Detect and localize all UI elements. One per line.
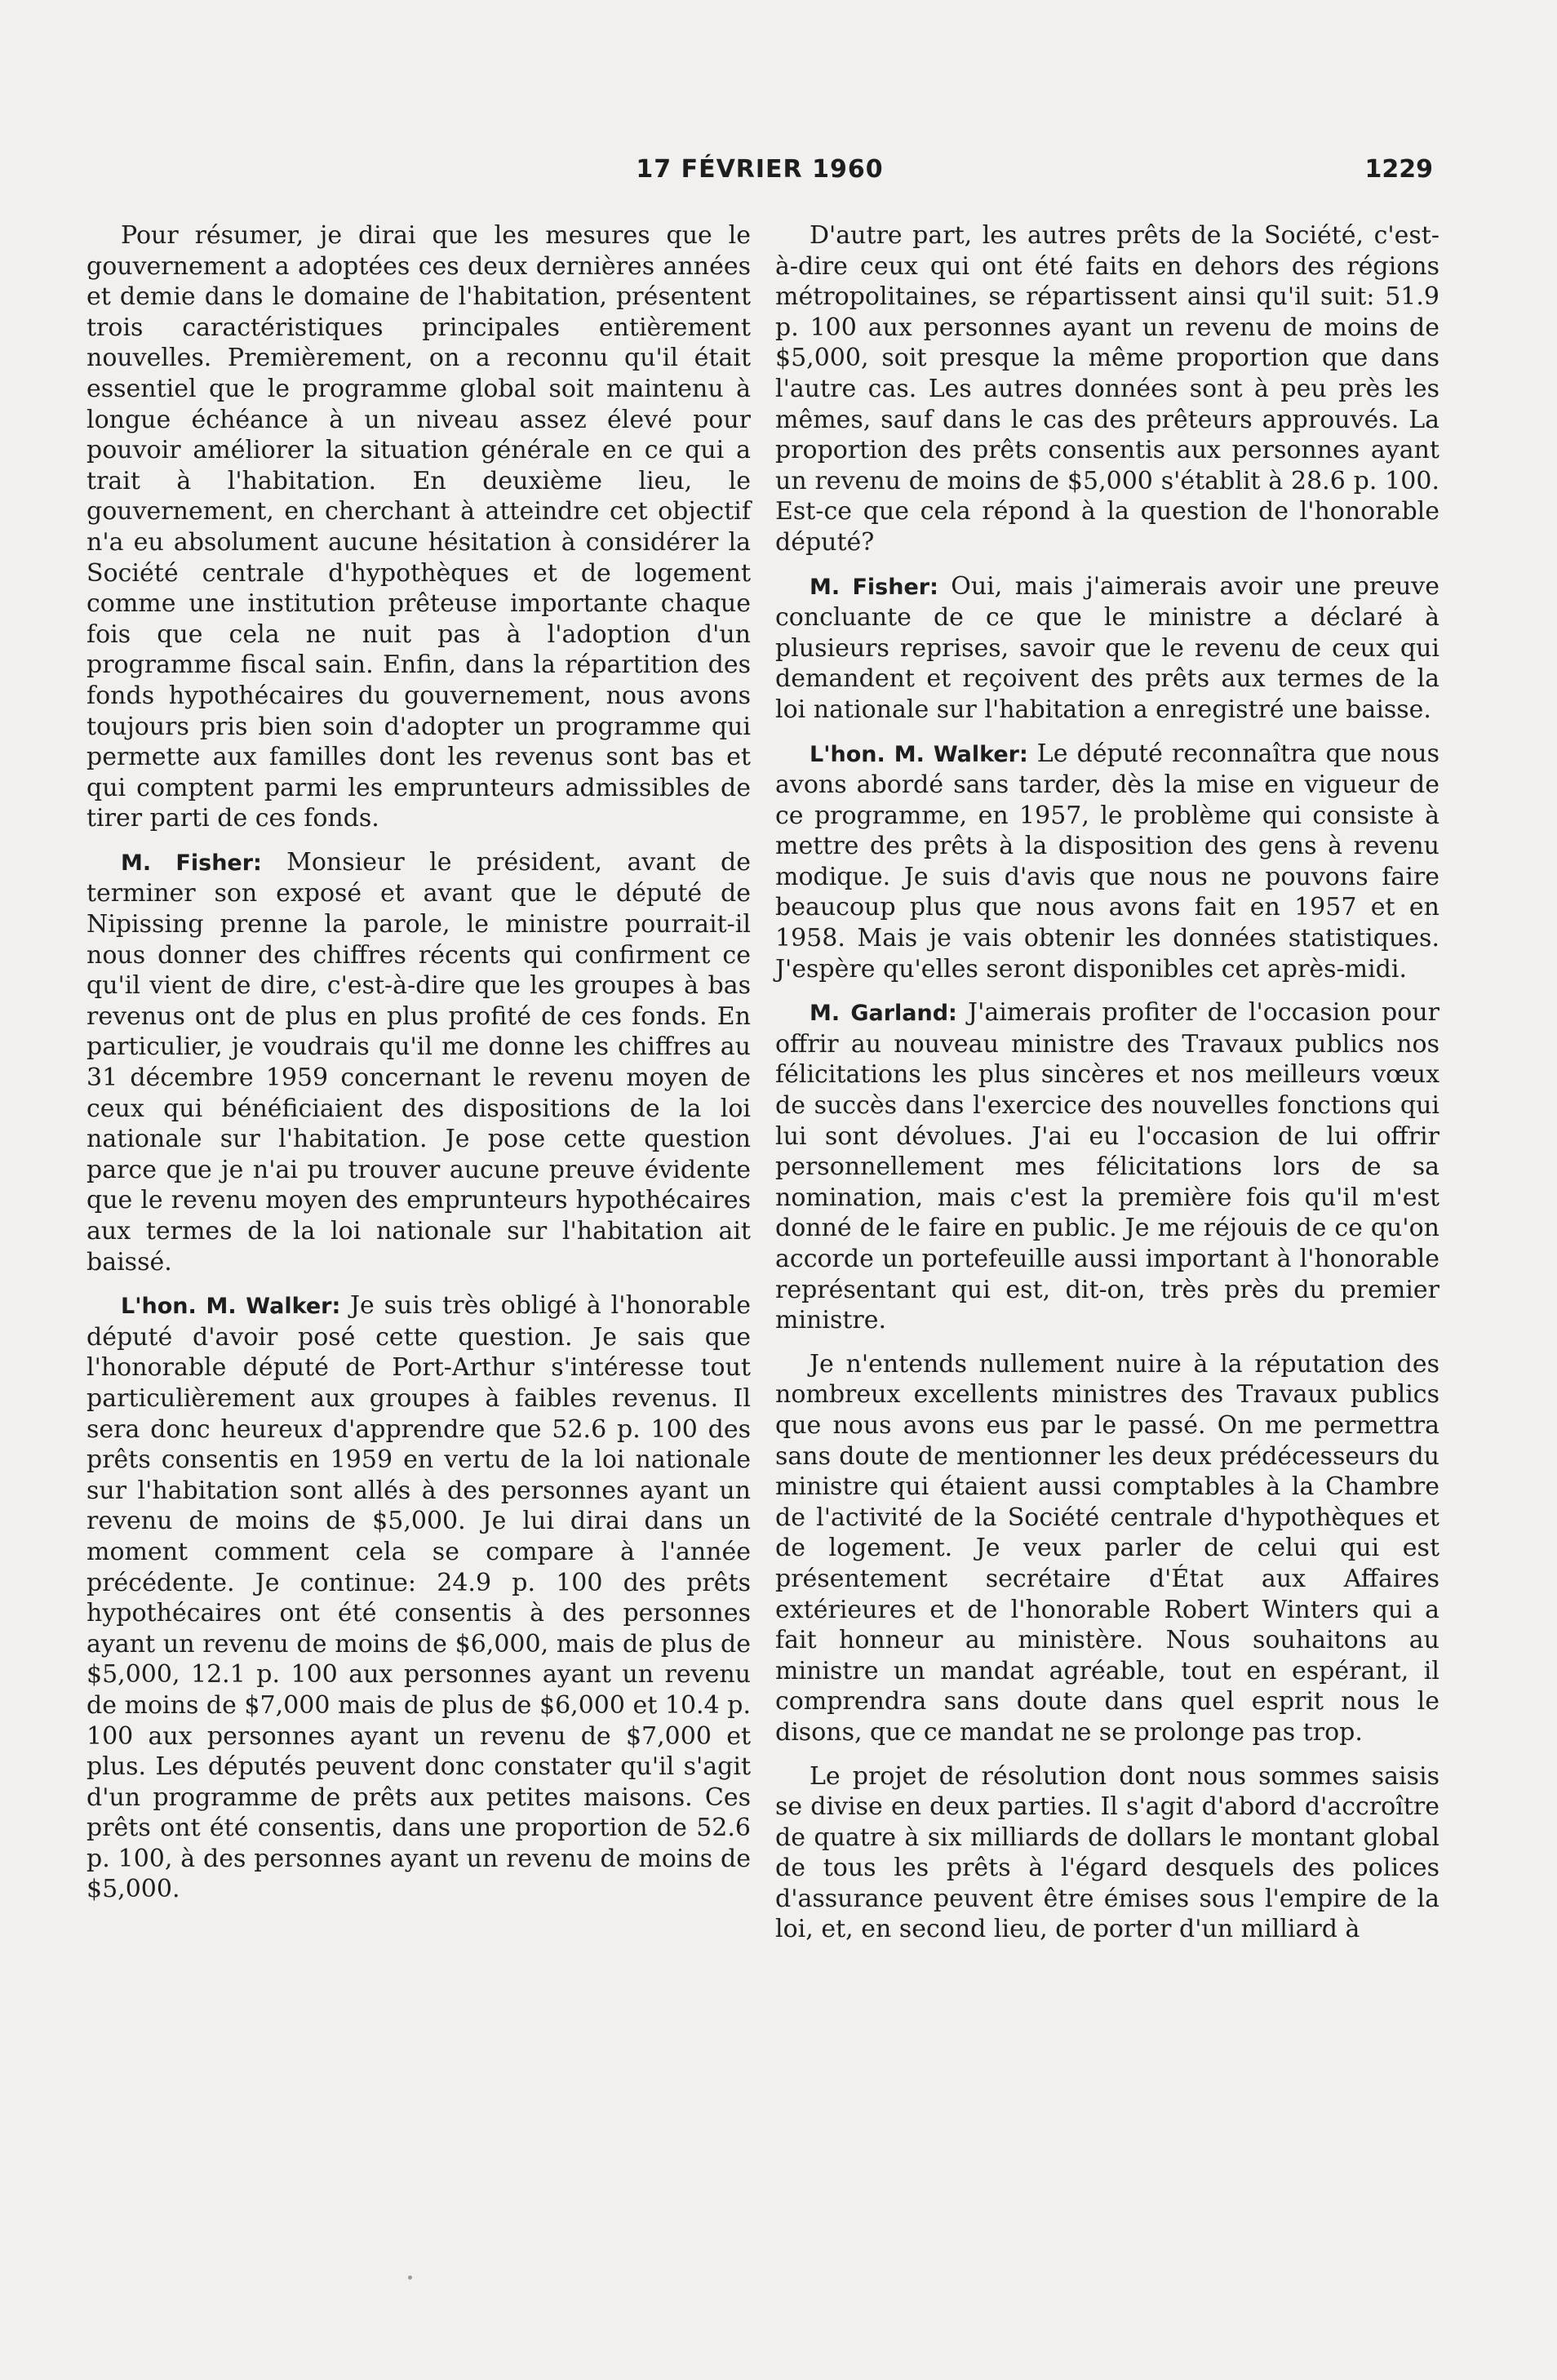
paragraph xyxy=(86,220,751,834)
paragraph-text: Je suis très obligé à l'honorable député d'avoir posé cette question. Je sais que l'honorable député de Port-Arthur s'intéresse tout particulièrement aux groupes à faibles revenus. Il sera donc heureux d'apprendre que 52.6 p. 100 des prêts consentis en 1959 en vertu de la loi nationale sur l'habitation sont allés à des personnes ayant un revenu de moins de $5,000. Je lui dirai dans un moment comment cela se compare à l'année précédente. Je continue: 24.9 p. 100 des prêts hypothécaires ont été consentis à des personnes ayant un revenu de moins de $6,000, mais de plus de $5,000, 12.1 p. 100 aux personnes ayant un revenu de moins de $7,000 mais de plus de $6,000 et 10.4 p. 100 aux personnes ayant un revenu de $7,000 et plus. Les députés peuvent donc constater qu'il s'agit d'un programme de prêts aux petites maisons. Ces prêts ont été consentis, dans une proportion de 52.6 p. 100, à des personnes ayant un revenu de moins de $5,000. xyxy=(86,1291,751,1904)
paragraph xyxy=(775,739,1439,985)
paragraph-text: Oui, mais j'aimerais avoir une preuve concluante de ce que le ministre a déclaré à plusieurs reprises, savoir que le revenu de ceux qui demandent et reçoivent des prêts aux termes de la loi nationale sur l'habitation a enregistré une baisse. xyxy=(775,571,1439,724)
left-column xyxy=(86,220,751,1918)
speaker-name: M. Fisher: xyxy=(121,850,287,876)
right-column xyxy=(775,220,1439,1958)
speaker-name: L'hon. M. Walker: xyxy=(810,741,1037,767)
speaker-name: M. Fisher: xyxy=(810,574,952,600)
paragraph xyxy=(775,220,1439,558)
paragraph-text: Monsieur le président, avant de terminer son exposé et avant que le député de Nipissing prenne la parole, le ministre pourrait-il nous donner des chiffres récents qui confirment ce qu'il vient de dire, c'est-à-dire que les groupes à bas revenus ont de plus en plus profité de ces fonds. En particulier, je voudrais qu'il me donne les chiffres au 31 décembre 1959 concernant le revenu moyen de ceux qui bénéficiaient des dispositions de la loi nationale sur l'habitation. Je pose cette question parce que je n'ai pu trouver aucune preuve évidente que le revenu moyen des emprunteurs hypothécaires aux termes de la loi nationale sur l'habitation ait baissé. xyxy=(86,847,751,1277)
page-number: 1229 xyxy=(1364,155,1433,184)
paragraph xyxy=(775,571,1439,726)
page-header xyxy=(86,155,1433,191)
paragraph-text: Je n'entends nullement nuire à la réputation des nombreux excellents ministres des Travaux publics que nous avons eus par le passé. On me permettra sans doute de mentionner les deux prédécesseurs du ministre qui étaient aussi comptables à la Chambre de l'activité de la Société centrale d'hypothèques et de logement. Je veux parler de celui qui est présentement secrétaire d'État aux Affaires extérieures et de l'honorable Robert Winters qui a fait honneur au ministère. Nous souhaitons au ministre un mandat agréable, tout en espérant, il comprendra sans doute dans quel esprit nous le disons, que ce mandat ne se prolonge pas trop. xyxy=(775,1349,1439,1747)
paragraph-text: Pour résumer, je dirai que les mesures que le gouvernement a adoptées ces deux dernières années et demie dans le domaine de l'habitation, présentent trois caractéristiques principales entièrement nouvelles. Premièrement, on a reconnu qu'il était essentiel que le programme global soit maintenu à longue échéance à un niveau assez élevé pour pouvoir améliorer la situation générale en ce qui a trait à l'habitation. En deuxième lieu, le gouvernement, en cherchant à atteindre cet objectif n'a eu absolument aucune hésitation à considérer la Société centrale d'hypothèques et de logement comme une institution prêteuse importante chaque fois que cela ne nuit pas à l'adoption d'un programme fiscal sain. Enfin, dans la répartition des fonds hypothécaires du gouvernement, nous avons toujours pris bien soin d'adopter un programme qui permette aux familles dont les revenus sont bas et qui comptent parmi les emprunteurs admissibles de tirer parti de ces fonds. xyxy=(86,221,751,833)
paragraph xyxy=(86,847,751,1277)
paragraph xyxy=(86,1290,751,1905)
paragraph xyxy=(775,1761,1439,1946)
paragraph-text: Le député reconnaîtra que nous avons abordé sans tarder, dès la mise en vigueur de ce programme, en 1957, le problème qui consiste à mettre des prêts à la disposition des gens à revenu modique. Je suis d'avis que nous ne pouvons faire beaucoup plus que nous avons fait en 1957 et en 1958. Mais je vais obtenir les données statistiques. J'espère qu'elles seront disponibles cet après-midi. xyxy=(775,739,1440,984)
paragraph-text: D'autre part, les autres prêts de la Société, c'est-à-dire ceux qui ont été faits en dehors des régions métropolitaines, se répartissent ainsi qu'il suit: 51.9 p. 100 aux personnes ayant un revenu de moins de $5,000, soit presque la même proportion que dans l'autre cas. Les autres données sont à peu près les mêmes, sauf dans le cas des prêteurs approuvés. La proportion des prêts consentis aux personnes ayant un revenu de moins de $5,000 s'établit à 28.6 p. 100. Est-ce que cela répond à la question de l'honorable député? xyxy=(775,221,1439,557)
paragraph-text: Le projet de résolution dont nous sommes saisis se divise en deux parties. Il s'agit d'abord d'accroître de quatre à six milliards de dollars le montant global de tous les prêts à l'égard desquels des polices d'assurance peuvent être émises sous l'empire de la loi, et, en second lieu, de porter d'un milliard à xyxy=(775,1761,1439,1944)
paragraph xyxy=(775,1349,1439,1748)
paragraph xyxy=(775,997,1439,1336)
scan-speck xyxy=(408,2276,412,2280)
speaker-name: M. Garland: xyxy=(810,1001,969,1027)
paragraph-text: J'aimerais profiter de l'occasion pour offrir au nouveau ministre des Travaux publics nos félicitations les plus sincères et nos meilleurs vœux de succès dans l'exercice des nouvelles fonctions qui lui sont dévolues. J'ai eu l'occasion de lui offrir personnellement mes félicitations lors de sa nomination, mais c'est la première fois qu'il m'est donné de le faire en public. Je me réjouis de ce qu'on accorde un portefeuille aussi important à l'honorable représentant qui est, dit-on, très près du premier ministre. xyxy=(775,998,1439,1335)
header-date: 17 FÉVRIER 1960 xyxy=(636,155,884,184)
speaker-name: L'hon. M. Walker: xyxy=(121,1294,350,1320)
